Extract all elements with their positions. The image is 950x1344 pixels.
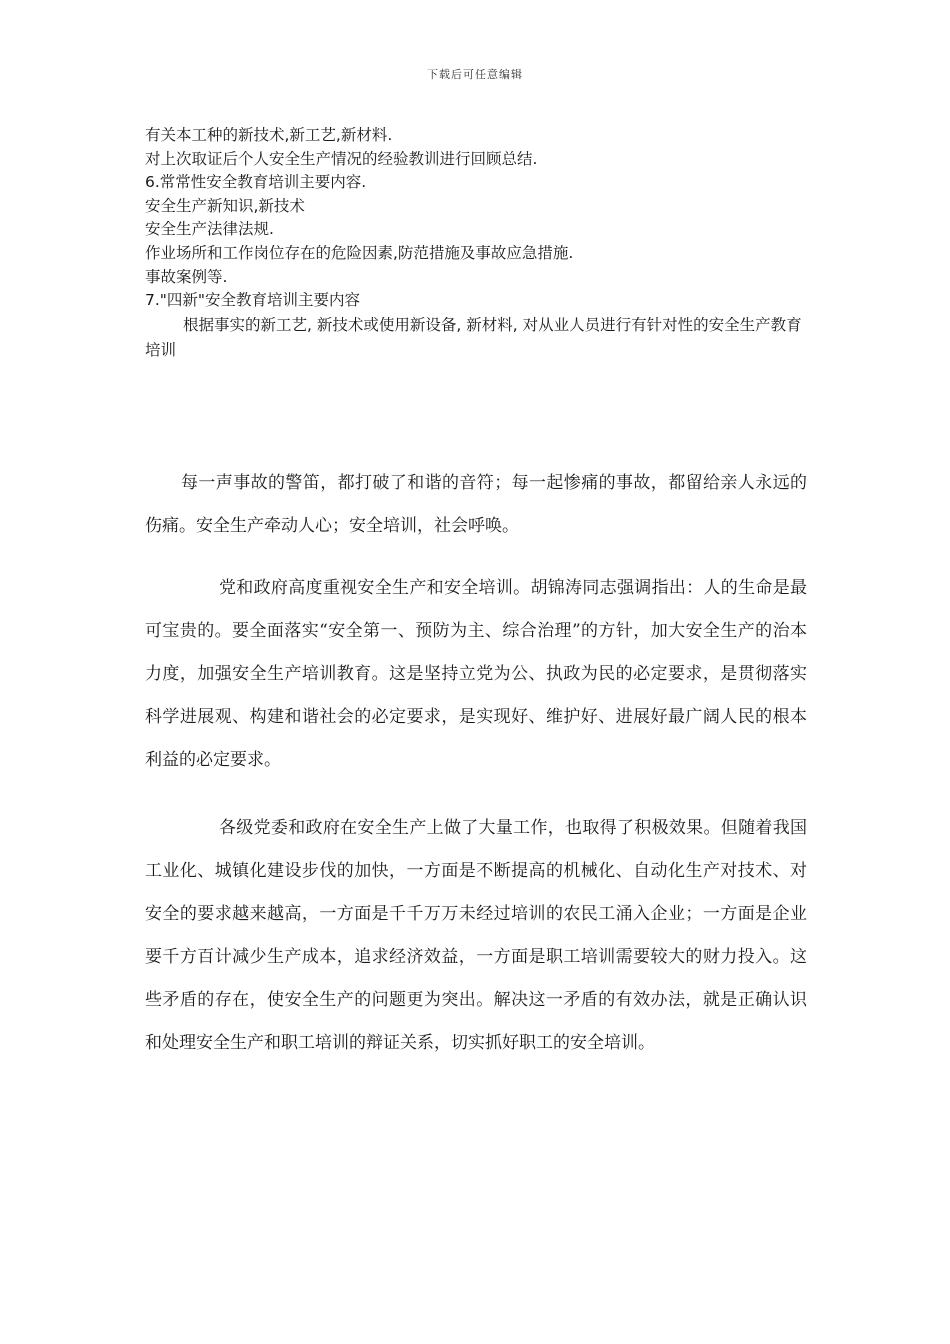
paragraph-text: 各级党委和政府在安全生产上做了大量工作，也取得了积极效果。但随着我国工业化、城镇化建设步伐的加快，一方面是不断提高的机械化、自动化生产对技术、对安全的要求越来越高，一方面是千千万万未经过培训的农民工涌入企业；一方面是企业要千方百计减少生产成本，追求经济效益，一方面是职工培训需要较大的财力投入。这些矛盾的存在，使安全生产的问题更为突出。解决这一矛盾的有效办法，就是正确认识和处理安全生产和职工培训的辩证关系，切实抓好职工的安全培训。 xyxy=(145,818,807,1053)
paragraph-text: 每一声事故的警笛，都打破了和谐的音符；每一起惨痛的事故，都留给亲人永远的伤痛。安全生产牵动人心；安全培训，社会呼唤。 xyxy=(145,473,807,536)
section-heading-6: 6.常常性安全教育培训主要内容. xyxy=(145,173,367,192)
training-content-list xyxy=(145,124,810,363)
essay-paragraph-2 xyxy=(145,567,807,782)
essay-paragraph-3 xyxy=(145,807,807,1065)
list-item: 有关本工种的新技术,新工艺,新材料. xyxy=(145,126,393,144)
list-item: 对上次取证后个人安全生产情况的经验教训进行回顾总结. xyxy=(145,149,538,168)
page-header-note: 下载后可任意编辑 xyxy=(427,68,523,81)
list-item: 作业场所和工作岗位存在的危险因素,防范措施及事故应急措施. xyxy=(145,243,574,262)
list-item: 安全生产法律法规. xyxy=(145,220,274,239)
list-item: 事故案例等. xyxy=(145,267,228,286)
list-item: 安全生产新知识,新技术 xyxy=(145,196,305,215)
section-heading-7: 7."四新"安全教育培训主要内容 xyxy=(145,291,361,310)
paragraph-text: 党和政府高度重视安全生产和安全培训。胡锦涛同志强调指出：人的生命是最可宝贵的。要全面落实“安全第一、预防为主、综合治理”的方针，加大安全生产的治本力度，加强安全生产培训教育。这是坚持立党为公、执政为民的必定要求，是贯彻落实科学进展观、构建和谐社会的必定要求，是实现好、维护好、进展好最广阔人民的根本利益的必定要求。 xyxy=(145,578,807,770)
essay-paragraph-1 xyxy=(145,462,807,548)
four-new-training-paragraph: 根据事实的新工艺, 新技术或使用新设备, 新材料, 对从业人员进行有针对性的安全生产教育培训 xyxy=(145,315,802,359)
